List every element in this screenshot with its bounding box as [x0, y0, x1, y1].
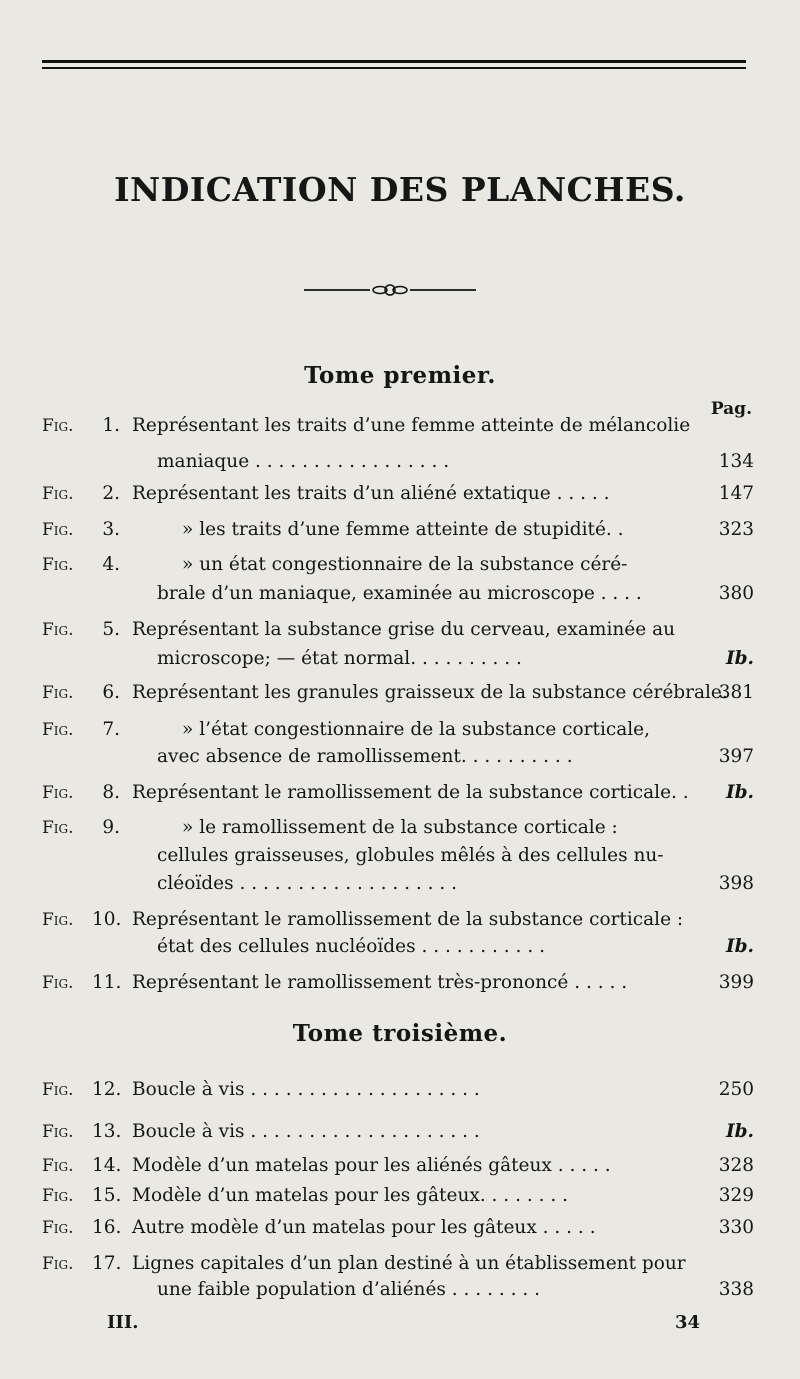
page-number: Ib.: [725, 782, 754, 803]
plate-description: Représentant le ramollissement de la substance corticale :: [132, 909, 684, 930]
plate-entry-line: [0, 616, 800, 644]
fig-label: Fig.: [42, 1156, 74, 1176]
plate-description: » les traits d’une femme atteinte de stupidité. .: [182, 519, 624, 540]
page-number: 134: [718, 451, 754, 472]
fig-label: Fig.: [42, 1186, 74, 1206]
plate-entry-line: [0, 645, 800, 673]
page-number: Ib.: [725, 648, 754, 669]
plate-description: Autre modèle d’un matelas pour les gâteux . . . . .: [132, 1217, 596, 1238]
fig-number: 9.: [102, 817, 120, 838]
page-number: 328: [718, 1155, 754, 1176]
fig-label: Fig.: [42, 910, 74, 930]
plate-entry-line: [0, 969, 800, 997]
page-number: 147: [718, 483, 754, 504]
plate-entry-line: [0, 906, 800, 934]
volume-title-tome-troisieme: Tome troisième.: [292, 1020, 508, 1047]
fig-label: Fig.: [42, 416, 74, 436]
page-number: 381: [718, 682, 754, 703]
fig-number: 10.: [92, 909, 122, 930]
plate-description: Représentant les traits d’un aliéné extatique . . . . .: [132, 483, 610, 504]
fig-number: 17.: [92, 1253, 122, 1274]
plate-description: Modèle d’un matelas pour les aliénés gâteux . . . . .: [132, 1155, 611, 1176]
page-number: 397: [718, 746, 754, 767]
fig-label: Fig.: [42, 620, 74, 640]
fig-label: Fig.: [42, 1122, 74, 1142]
fig-number: 4.: [102, 554, 120, 575]
fig-number: 13.: [92, 1121, 122, 1142]
plate-entry-line: [0, 1182, 800, 1210]
fig-number: 3.: [102, 519, 120, 540]
fig-number: 1.: [102, 415, 120, 436]
plate-entry-line: [0, 1076, 800, 1104]
page-number: 399: [718, 972, 754, 993]
fig-label: Fig.: [42, 1218, 74, 1238]
page-number: 338: [718, 1279, 754, 1300]
fig-number: 2.: [102, 483, 120, 504]
plate-description: maniaque . . . . . . . . . . . . . . . . .: [157, 451, 450, 472]
fig-label: Fig.: [42, 520, 74, 540]
plate-description: Modèle d’un matelas pour les gâteux. . . . . . . .: [132, 1185, 568, 1206]
plate-entry-line: [0, 1276, 800, 1304]
plate-description: Représentant les traits d’une femme atteinte de mélancolie: [132, 415, 691, 436]
plate-entry-line: [0, 743, 800, 771]
plate-description: état des cellules nucléoïdes . . . . . . . . . . .: [157, 936, 545, 957]
page-number: 329: [718, 1185, 754, 1206]
plate-entry-line: [0, 870, 800, 898]
plate-entry-line: [0, 1250, 800, 1278]
fig-number: 12.: [92, 1079, 122, 1100]
plate-description: brale d’un maniaque, examinée au microscope . . . .: [157, 583, 642, 604]
fig-label: Fig.: [42, 818, 74, 838]
plate-entry-line: [0, 412, 800, 440]
fig-label: Fig.: [42, 484, 74, 504]
top-rule: [42, 60, 746, 63]
plate-entry-line: [0, 1152, 800, 1180]
page-number: 380: [718, 583, 754, 604]
fig-label: Fig.: [42, 1254, 74, 1274]
plate-description: » l’état congestionnaire de la substance corticale,: [182, 719, 651, 740]
plate-description: Boucle à vis . . . . . . . . . . . . . . . . . . . .: [132, 1079, 480, 1100]
volume-title-tome-premier: Tome premier.: [304, 362, 496, 389]
fig-label: Fig.: [42, 683, 74, 703]
plate-description: cléoïdes . . . . . . . . . . . . . . . . . . .: [157, 873, 458, 894]
signature-mark: III.: [107, 1312, 139, 1333]
plate-entry-line: [0, 842, 800, 870]
page-number: Ib.: [725, 936, 754, 957]
plate-entry-line: [0, 551, 800, 579]
fig-label: Fig.: [42, 973, 74, 993]
plate-description: Représentant les granules graisseux de la substance cérébrale.: [132, 682, 728, 703]
page-number: 330: [718, 1217, 754, 1238]
sheet-number: 34: [675, 1312, 701, 1333]
plate-description: » le ramollissement de la substance corticale :: [182, 817, 618, 838]
plate-entry-line: [0, 448, 800, 476]
plate-description: » un état congestionnaire de la substance céré-: [182, 554, 628, 575]
plate-entry-line: [0, 933, 800, 961]
plate-description: avec absence de ramollissement. . . . . . . . . .: [157, 746, 573, 767]
fig-number: 14.: [92, 1155, 122, 1176]
ornament-divider: [300, 282, 480, 298]
plate-entry-line: [0, 580, 800, 608]
plate-entry-line: [0, 1118, 800, 1146]
fig-number: 7.: [102, 719, 120, 740]
plate-entry-line: [0, 516, 800, 544]
plate-description: Représentant le ramollissement très-prononcé . . . . .: [132, 972, 628, 993]
plate-description: Boucle à vis . . . . . . . . . . . . . . . . . . . .: [132, 1121, 480, 1142]
plate-description: Lignes capitales d’un plan destiné à un établissement pour: [132, 1253, 686, 1274]
fig-number: 15.: [92, 1185, 122, 1206]
page-title: INDICATION DES PLANCHES.: [114, 170, 686, 209]
fig-number: 8.: [102, 782, 120, 803]
fig-number: 16.: [92, 1217, 122, 1238]
fig-label: Fig.: [42, 555, 74, 575]
page-number: 398: [718, 873, 754, 894]
fig-label: Fig.: [42, 720, 74, 740]
fig-label: Fig.: [42, 1080, 74, 1100]
plate-entry-line: [0, 814, 800, 842]
plate-entry-line: [0, 716, 800, 744]
plate-description: Représentant le ramollissement de la substance corticale. .: [132, 782, 689, 803]
plate-entry-line: [0, 779, 800, 807]
page-number: 323: [718, 519, 754, 540]
fig-number: 6.: [102, 682, 120, 703]
fig-number: 5.: [102, 619, 120, 640]
fig-number: 11.: [92, 972, 122, 993]
plate-description: une faible population d’aliénés . . . . . . . .: [157, 1279, 540, 1300]
plate-entry-line: [0, 1214, 800, 1242]
page-number: Ib.: [725, 1121, 754, 1142]
plate-entry-line: [0, 679, 800, 707]
page-column-header: Pag.: [710, 399, 752, 419]
plate-entry-line: [0, 480, 800, 508]
fig-label: Fig.: [42, 783, 74, 803]
plate-description: microscope; — état normal. . . . . . . . . .: [157, 648, 522, 669]
page-number: 250: [718, 1079, 754, 1100]
plate-description: cellules graisseuses, globules mêlés à des cellules nu-: [157, 845, 664, 866]
plate-description: Représentant la substance grise du cerveau, examinée au: [132, 619, 676, 640]
top-rule-thin: [42, 67, 746, 69]
